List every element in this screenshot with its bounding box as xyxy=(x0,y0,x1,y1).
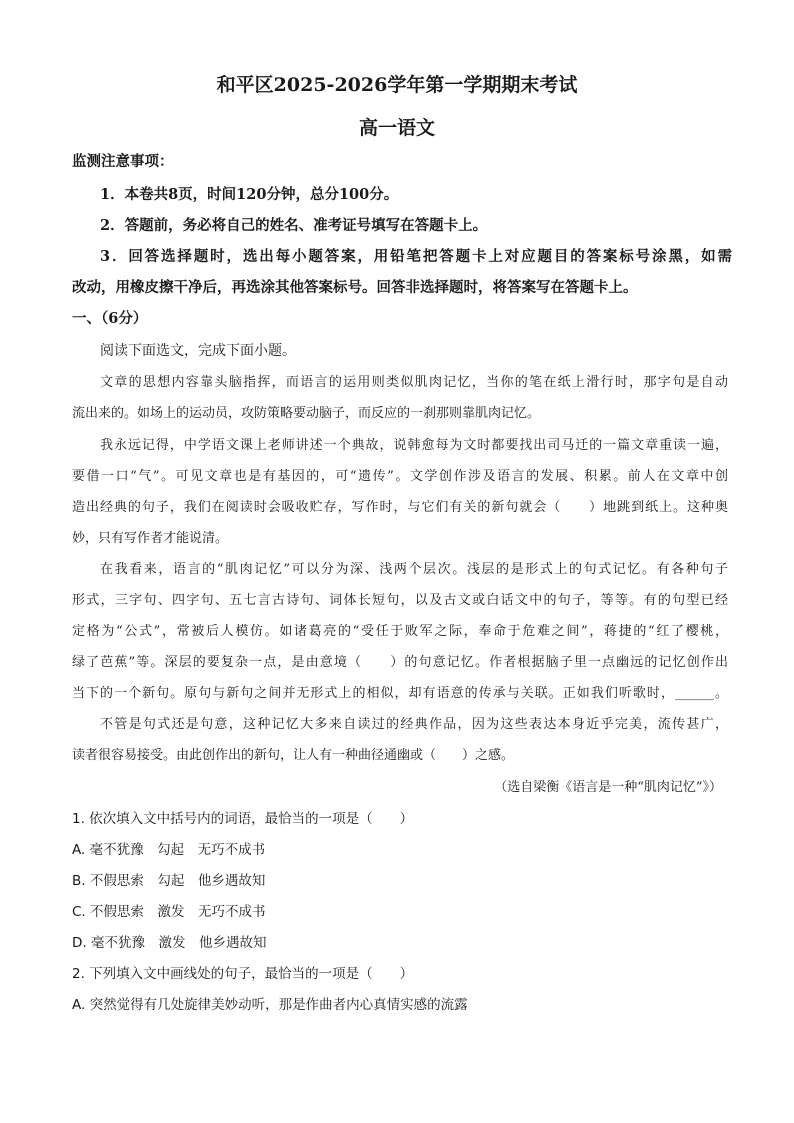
exam-title: 和平区2025-2026学年第一学期期末考试 xyxy=(216,74,578,96)
passage-line: 不管是句式还是句意，这种记忆大多来自读过的经典作品，因为这些表达本身近乎完美，流传甚广， xyxy=(100,717,728,732)
passage-line: 读者很容易接受。由此创作出的新句，让人有一种曲径通幽或（ ）之感。 xyxy=(72,748,515,763)
question-option: B. 不假思索 勾起 他乡遇故知 xyxy=(72,873,266,889)
notice-heading: 监测注意事项： xyxy=(72,153,174,170)
passage-line: 在我看来，语言的“肌肉记忆”可以分为深、浅两个层次。浅层的是形式上的句式记忆。有各种句子 xyxy=(100,562,728,577)
notice-item: 2．答题前，务必将自己的姓名、准考证号填写在答题卡上。 xyxy=(100,217,488,234)
passage-line: 流出来的。如场上的运动员，攻防策略要动脑子，而反应的一刹那则靠肌肉记忆。 xyxy=(72,406,541,421)
passage-line: 定格为“公式”，常被后人模仿。如诸葛亮的“受任于败军之际，奉命于危难之间”，蒋捷的“红了樱桃， xyxy=(72,624,728,639)
passage-line: 造出经典的句子，我们在阅读时会吸收贮存，写作时，与它们有关的新句就会（ ）地跳到纸上。这种奥 xyxy=(72,500,728,515)
passage-source: （选自梁衡《语言是一种“肌肉记忆”》） xyxy=(494,780,722,795)
passage-line: 当下的一个新句。原句与新句之间并无形式上的相似，却有语意的传承与关联。正如我们听歌时，______。 xyxy=(72,686,728,701)
question-option: D. 毫不犹豫 激发 他乡遇故知 xyxy=(72,935,267,951)
notice-item: 3．回答选择题时，选出每小题答案，用铅笔把答题卡上对应题目的答案标号涂黑，如需 xyxy=(100,248,732,265)
passage-line: 形式，三字句、四字句、五七言古诗句、词体长短句，以及古文或白话文中的句子，等等。有的句型已经 xyxy=(72,593,728,608)
passage-line: 文章的思想内容靠头脑指挥，而语言的运用则类似肌肉记忆，当你的笔在纸上滑行时，那字句是自动 xyxy=(100,375,728,390)
question-option: A. 毫不犹豫 勾起 无巧不成书 xyxy=(72,842,266,858)
question-stem: 1. 依次填入文中括号内的词语，最恰当的一项是（ ） xyxy=(72,811,414,827)
section-instruction: 阅读下面选文，完成下面小题。 xyxy=(100,343,296,359)
section-heading: 一、（6分） xyxy=(72,310,148,327)
question-option: A. 突然觉得有几处旋律美妙动听，那是作曲者内心真情实感的流露 xyxy=(72,997,468,1013)
passage-line: 妙，只有写作者才能说清。 xyxy=(72,531,229,546)
exam-subject: 高一语文 xyxy=(358,117,435,139)
question-stem: 2. 下列填入文中画线处的句子，最恰当的一项是（ ） xyxy=(72,966,414,982)
notice-item: 1．本卷共8页，时间120分钟，总分100分。 xyxy=(100,186,399,203)
notice-item: 改动，用橡皮擦干净后，再选涂其他答案标号。回答非选择题时，将答案写在答题卡上。 xyxy=(72,279,638,296)
passage-line: 要借一口“气”。可见文章也是有基因的，可“遗传”。文学创作涉及语言的发展、积累。前人在文章中创 xyxy=(72,469,728,484)
passage-line: 绿了芭蕉”等。深层的要复杂一点，是由意境（ ）的句意记忆。作者根据脑子里一点幽远的记忆创作出 xyxy=(72,655,728,670)
passage-line: 我永远记得，中学语文课上老师讲述一个典故，说韩愈每为文时都要找出司马迁的一篇文章重读一遍， xyxy=(100,438,728,453)
question-option: C. 不假思索 激发 无巧不成书 xyxy=(72,904,266,920)
